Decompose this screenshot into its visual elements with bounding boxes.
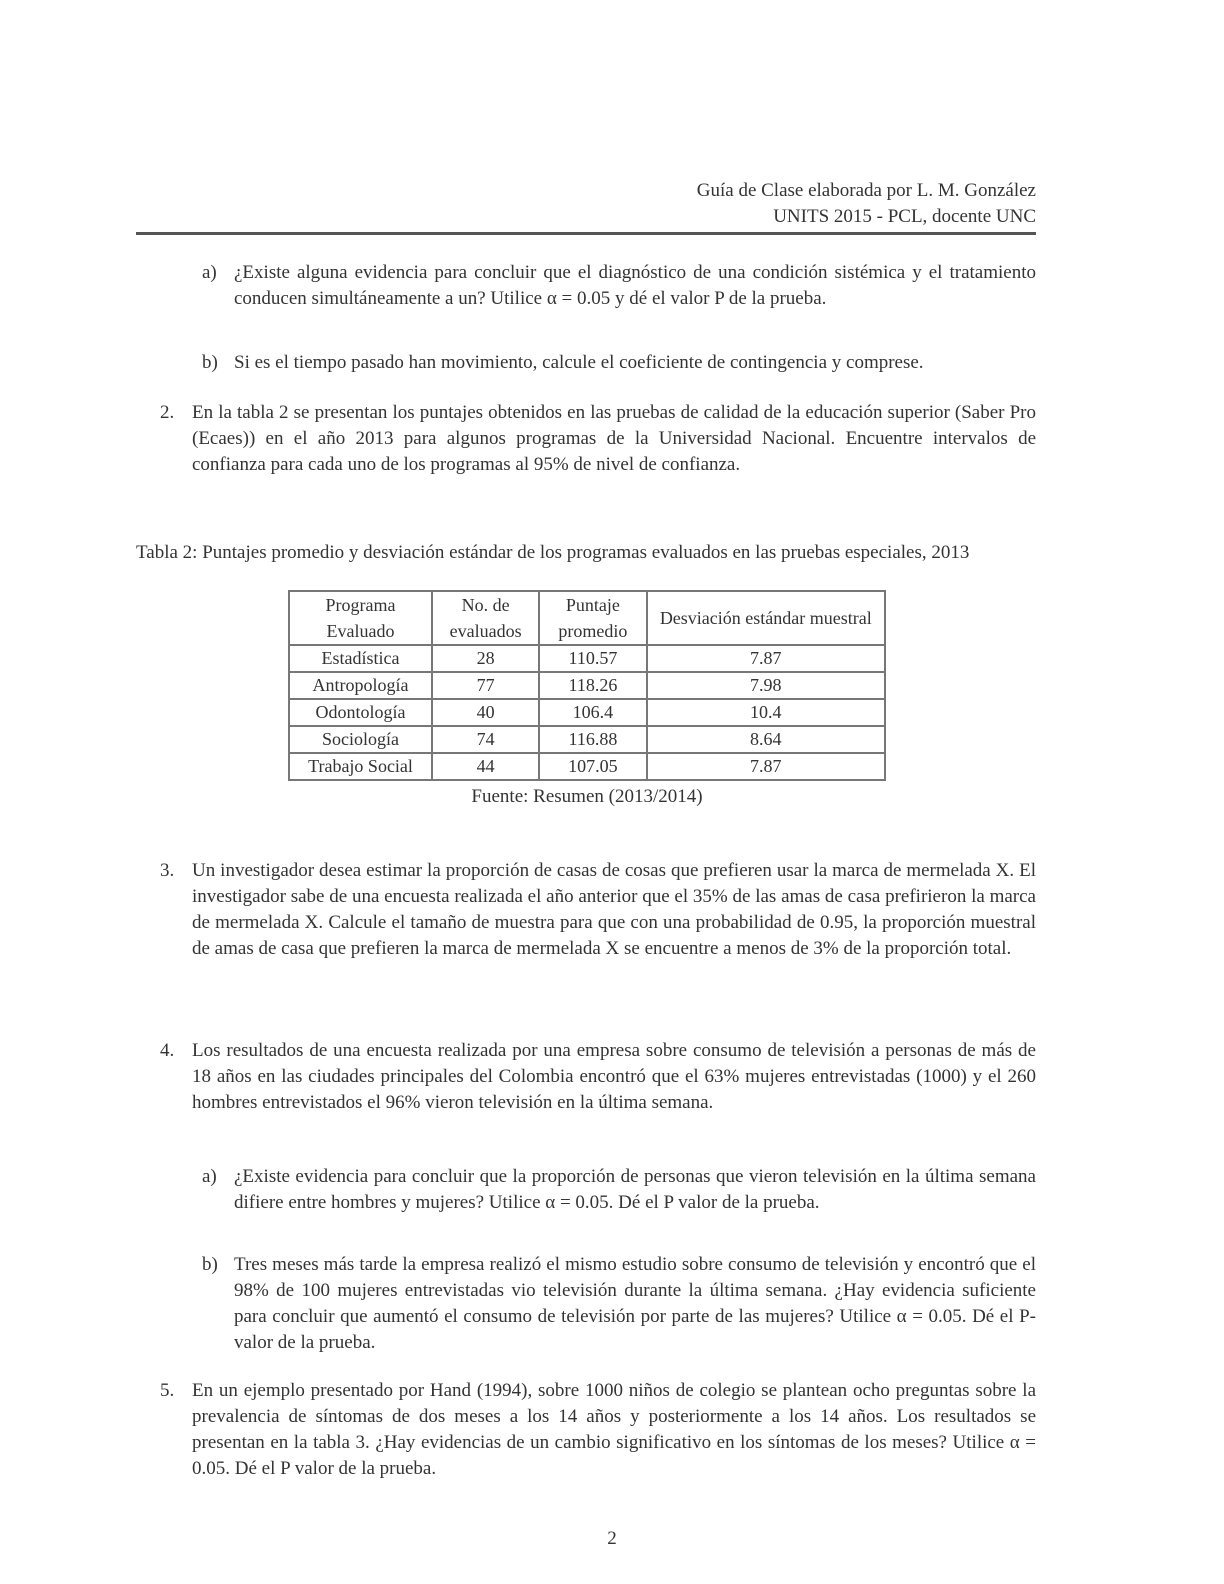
cell-mean: 118.26 xyxy=(539,672,646,699)
subitem-4b xyxy=(202,1252,1036,1356)
cell-sd: 10.4 xyxy=(647,699,885,726)
table-source: Fuente: Resumen (2013/2014) xyxy=(471,786,703,807)
table-row xyxy=(289,645,885,672)
cell-count: 40 xyxy=(432,699,539,726)
table-row xyxy=(289,753,885,780)
cell-mean: 106.4 xyxy=(539,699,646,726)
header-count: No. de evaluados xyxy=(432,591,539,645)
item-label: 4. xyxy=(160,1040,175,1061)
header-rule xyxy=(136,232,1036,235)
page-header xyxy=(136,178,1036,230)
table-row xyxy=(289,699,885,726)
cell-program: Sociología xyxy=(289,726,432,753)
table-row xyxy=(289,726,885,753)
item-text: Tres meses más tarde la empresa realizó el mismo estudio sobre consumo de televisión y encontró que el 98% de 100 mujeres entrevistadas vio televisión durante la última semana. ¿Hay evidencia suficiente para concluir que aumentó el consumo de televisión por parte de las mujeres? Utilice α = 0.05. Dé el P-valor de la prueba. xyxy=(234,1254,1036,1353)
cell-count: 28 xyxy=(432,645,539,672)
table-caption: Tabla 2: Puntajes promedio y desviación estándar de los programas evaluados en las pruebas especiales, 2013 xyxy=(136,542,970,563)
subitem-1a xyxy=(202,260,1036,312)
item-label: 2. xyxy=(160,402,175,423)
cell-mean: 116.88 xyxy=(539,726,646,753)
header-program: Programa Evaluado xyxy=(289,591,432,645)
item-text: En un ejemplo presentado por Hand (1994), sobre 1000 niños de colegio se plantean ocho preguntas sobre la prevalencia de síntomas de dos meses a los 14 años y posteriormente a los 14 años. Los resultados se presentan en la tabla 3. ¿Hay evidencias de un cambio significativo en los síntomas de los meses? Utilice α = 0.05. Dé el P valor de la prueba. xyxy=(192,1380,1036,1479)
header-sd: Desviación estándar muestral xyxy=(647,591,885,645)
cell-sd: 8.64 xyxy=(647,726,885,753)
header-mean: Puntaje promedio xyxy=(539,591,646,645)
question-5 xyxy=(160,1378,1036,1482)
cell-sd: 7.87 xyxy=(647,645,885,672)
item-text: En la tabla 2 se presentan los puntajes obtenidos en las pruebas de calidad de la educación superior (Saber Pro (Ecaes)) en el año 2013 para algunos programas de la Universidad Nacional. Encuentre intervalos de confianza para cada uno de los programas al 95% de nivel de confianza. xyxy=(192,402,1036,475)
question-2 xyxy=(160,400,1036,478)
question-3 xyxy=(160,858,1036,962)
subitem-4a xyxy=(202,1164,1036,1216)
header-line-2: UNITS 2015 - PCL, docente UNC xyxy=(773,206,1036,227)
item-label: b) xyxy=(202,352,218,373)
table-row xyxy=(289,672,885,699)
table-header-row xyxy=(289,591,885,645)
cell-program: Estadística xyxy=(289,645,432,672)
cell-count: 44 xyxy=(432,753,539,780)
cell-sd: 7.87 xyxy=(647,753,885,780)
cell-count: 77 xyxy=(432,672,539,699)
cell-program: Odontología xyxy=(289,699,432,726)
cell-count: 74 xyxy=(432,726,539,753)
subitem-1b xyxy=(202,350,1036,376)
item-text: Los resultados de una encuesta realizada por una empresa sobre consumo de televisión a personas de más de 18 años en las ciudades principales del Colombia encontró que el 63% mujeres entrevistadas (1000) y el 260 hombres entrevistados el 96% vieron televisión en la última semana. xyxy=(192,1040,1036,1113)
cell-mean: 110.57 xyxy=(539,645,646,672)
cell-mean: 107.05 xyxy=(539,753,646,780)
item-text: ¿Existe alguna evidencia para concluir que el diagnóstico de una condición sistémica y el tratamiento conducen simultáneamente a un? Utilice α = 0.05 y dé el valor P de la prueba. xyxy=(234,262,1036,309)
item-text: Un investigador desea estimar la proporción de casas de cosas que prefieren usar la marca de mermelada X. El investigador sabe de una encuesta realizada el año anterior que el 35% de las amas de casa prefirieron la marca de mermelada X. Calcule el tamaño de muestra para que con una probabilidad de 0.95, la proporción muestral de amas de casa que prefieren la marca de mermelada X se encuentre a menos de 3% de la proporción total. xyxy=(192,860,1036,959)
item-label: 3. xyxy=(160,860,175,881)
item-label: 5. xyxy=(160,1380,175,1401)
cell-program: Antropología xyxy=(289,672,432,699)
item-text: ¿Existe evidencia para concluir que la proporción de personas que vieron televisión en la última semana difiere entre hombres y mujeres? Utilice α = 0.05. Dé el P valor de la prueba. xyxy=(234,1166,1036,1213)
question-4 xyxy=(160,1038,1036,1116)
item-label: b) xyxy=(202,1254,218,1275)
page-number: 2 xyxy=(607,1528,617,1549)
scores-table xyxy=(288,590,886,781)
item-label: a) xyxy=(202,1166,217,1187)
cell-program: Trabajo Social xyxy=(289,753,432,780)
cell-sd: 7.98 xyxy=(647,672,885,699)
header-line-1: Guía de Clase elaborada por L. M. González xyxy=(696,180,1036,201)
item-label: a) xyxy=(202,262,217,283)
item-text: Si es el tiempo pasado han movimiento, calcule el coeficiente de contingencia y comprese. xyxy=(234,352,924,373)
